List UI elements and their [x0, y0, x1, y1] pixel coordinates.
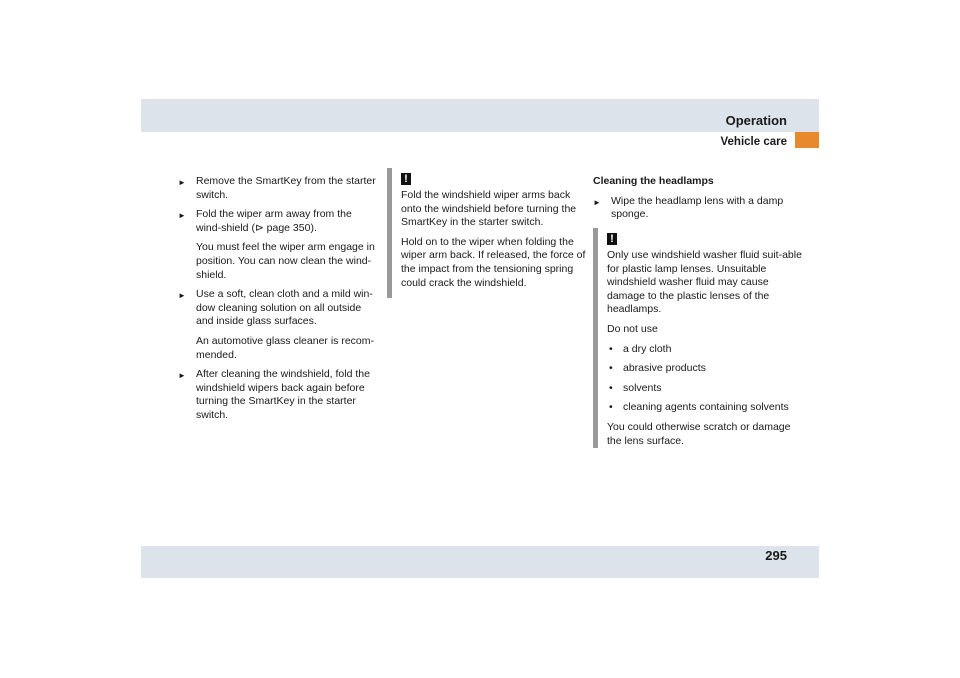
bullet-icon: • [609, 342, 613, 355]
step-text: Use a soft, clean cloth and a mild win-dow cleaning solution on all outside and inside glass surfaces. [196, 288, 373, 328]
list-item: • cleaning agents containing solvents [609, 401, 789, 414]
header-band [141, 99, 819, 132]
bullet-icon: • [609, 401, 613, 414]
list-item: • solvents [609, 381, 662, 394]
step-arrow-icon: ► [178, 371, 186, 381]
step-fold-back [178, 368, 378, 422]
step-arrow-icon: ► [178, 211, 186, 221]
instructions-column [178, 175, 378, 429]
section-heading: Cleaning the headlamps [593, 175, 714, 187]
list-item: • a dry cloth [609, 342, 672, 355]
step-arrow-icon: ► [178, 178, 186, 187]
note-paragraph: An automotive glass cleaner is recom-mended. [196, 334, 374, 361]
subsection-title: Vehicle care [720, 136, 787, 148]
warning-icon: ! [607, 233, 617, 245]
warning-paragraph: Only use windshield washer fluid suit-able for plastic lamp lenses. Unsuitable windshield washer fluid may cause damage to the plastic lenses of the headlamps. [607, 249, 802, 316]
step-text: Remove the SmartKey from the starter switch. [196, 175, 376, 201]
warning-paragraph: Hold on to the wiper when folding the wiper arm back. If released, the force of the impact from the tensioning spring could crack the windshield. [401, 235, 586, 289]
step-text: Wipe the headlamp lens with a damp sponge. [611, 194, 784, 221]
step-fold-wiper [178, 208, 378, 235]
step-text: After cleaning the windshield, fold the windshield wipers back again before turning the SmartKey in the starter switch. [196, 368, 370, 421]
bullet-icon: • [609, 381, 613, 394]
step-remove-smartkey [178, 175, 378, 202]
step-clean-glass [178, 288, 378, 329]
warning-paragraph: Do not use [607, 322, 658, 335]
footer-band [141, 546, 819, 578]
section-tab-marker [795, 132, 819, 148]
section-title: Operation [725, 113, 787, 128]
warning-icon: ! [401, 173, 411, 185]
step-wipe-lens [593, 195, 793, 222]
step-text: Fold the wiper arm away from the wind-shield (⊳ page 350). [196, 208, 352, 234]
list-item: • abrasive products [609, 362, 706, 375]
headlamps-column [593, 175, 793, 228]
warning-paragraph: You could otherwise scratch or damage the lens surface. [607, 420, 791, 447]
page-number: 295 [765, 548, 787, 563]
warning-box-headlamps [593, 228, 805, 448]
warning-box-wiper [387, 168, 593, 298]
bullet-icon: • [609, 362, 613, 375]
step-arrow-icon: ► [593, 197, 601, 207]
step-arrow-icon: ► [178, 291, 186, 301]
note-paragraph: You must feel the wiper arm engage in position. You can now clean the wind-shield. [196, 241, 375, 281]
warning-paragraph: Fold the windshield wiper arms back onto the windshield before turning the SmartKey in the starter switch. [401, 189, 577, 229]
